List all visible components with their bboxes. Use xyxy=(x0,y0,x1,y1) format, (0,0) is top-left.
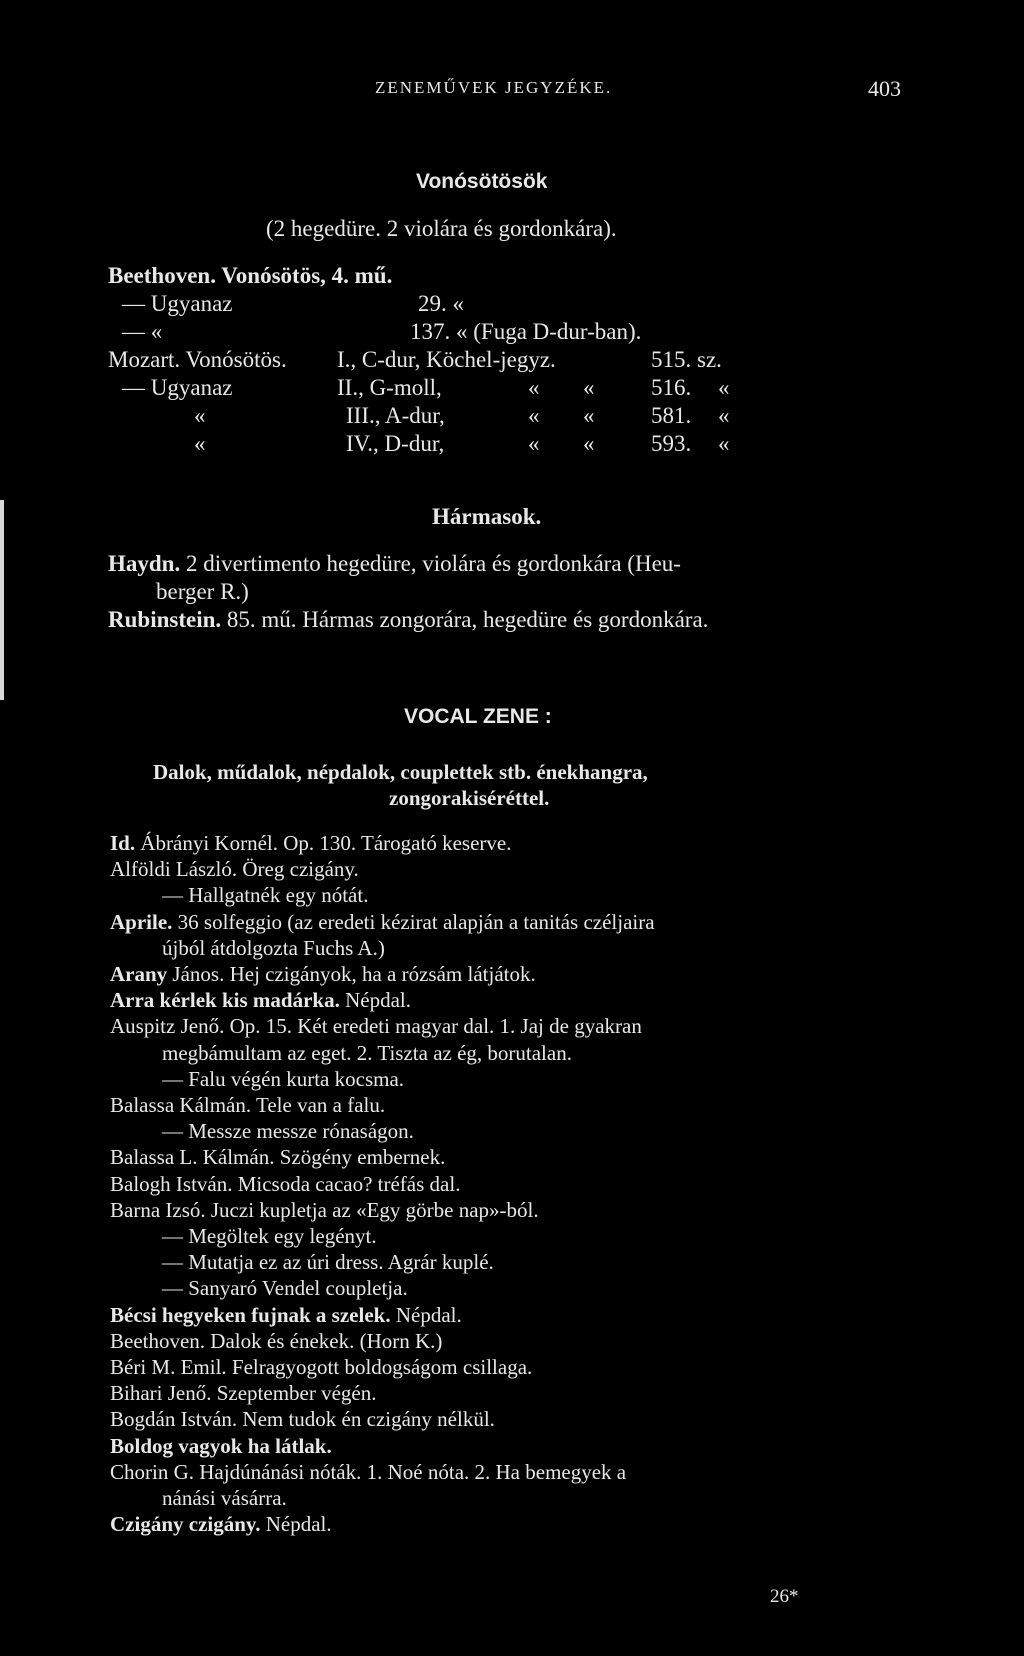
harmasok-haydn-line2: berger R.) xyxy=(156,579,249,604)
list-item: Alföldi László. Öreg czigány. xyxy=(110,857,359,882)
list-item: Czigány czigány. Népdal. xyxy=(110,1512,332,1537)
list-item: Beethoven. Dalok és énekek. (Horn K.) xyxy=(110,1328,443,1353)
list-item: — Sanyaró Vendel coupletja. xyxy=(162,1276,408,1301)
list-item: « xyxy=(583,375,595,400)
list-item: « xyxy=(718,403,730,428)
list-item: « xyxy=(528,375,540,400)
list-item: « xyxy=(194,403,206,428)
list-item: Bogdán István. Nem tudok én czigány nélkül. xyxy=(110,1407,495,1432)
harmasok-rubinstein: Rubinstein. 85. mű. Hármas zongorára, hegedüre és gordonkára. xyxy=(108,607,709,632)
list-item: III., A-dur, xyxy=(346,403,445,428)
list-item: Bihari Jenő. Szeptember végén. xyxy=(110,1381,377,1406)
section-heading-harmasok: Hármasok. xyxy=(432,504,542,529)
list-item: « xyxy=(528,403,540,428)
list-item: 29. « xyxy=(418,291,464,316)
list-item: Balassa L. Kálmán. Szögény embernek. xyxy=(110,1145,446,1170)
list-item: « xyxy=(583,403,595,428)
list-item: — Ugyanaz xyxy=(122,291,233,316)
list-item: Beethoven. Vonósötös, 4. mű. xyxy=(108,263,393,288)
list-item: I., C-dur, Köchel-jegyz. xyxy=(337,347,556,372)
list-item: — Ugyanaz xyxy=(122,375,233,400)
page-number: 403 xyxy=(868,76,901,101)
list-item: 137. « (Fuga D-dur-ban). xyxy=(410,319,642,344)
list-item: Béri M. Emil. Felragyogott boldogságom csillaga. xyxy=(110,1355,533,1379)
list-item: « xyxy=(194,431,206,456)
list-item: 515. sz. xyxy=(651,347,722,372)
list-item: újból átdolgozta Fuchs A.) xyxy=(162,935,385,960)
section-subtitle-vonosotosok: (2 hegedüre. 2 violára és gordonkára). xyxy=(266,216,617,241)
list-item: Auspitz Jenő. Op. 15. Két eredeti magyar dal. 1. Jaj de gyakran xyxy=(110,1014,642,1039)
section-heading-vonosotosok: Vonósötösök xyxy=(416,170,548,193)
list-item: — Megöltek egy legényt. xyxy=(162,1224,377,1248)
list-item: Mozart. Vonósötös. xyxy=(108,347,287,372)
list-item: « xyxy=(583,431,595,456)
list-item: « xyxy=(718,431,730,456)
list-item: megbámultam az eget. 2. Tiszta az ég, borutalan. xyxy=(162,1040,572,1065)
list-item: Chorin G. Hajdúnánási nóták. 1. Noé nóta. 2. Ha bemegyek a xyxy=(110,1459,627,1484)
vocal-subtitle-line2: zongorakiséréttel. xyxy=(389,786,550,810)
section-heading-vocal: VOCAL ZENE : xyxy=(404,705,552,728)
list-item: — « xyxy=(122,319,163,344)
list-item: Aprile. 36 solfeggio (az eredeti kézirat alapján a tanitás czéljaira xyxy=(110,909,655,934)
list-item: — Mutatja ez az úri dress. Agrár kuplé. xyxy=(162,1250,494,1275)
list-item: Balogh István. Micsoda cacao? tréfás dal. xyxy=(110,1171,461,1196)
list-item: — Messze messze rónaságon. xyxy=(162,1119,414,1144)
list-item: IV., D-dur, xyxy=(346,431,445,456)
list-item: II., G-moll, xyxy=(337,375,442,400)
list-item: — Hallgatnék egy nótát. xyxy=(162,883,369,908)
list-item: 593. xyxy=(651,431,692,456)
harmasok-haydn-line1: Haydn. 2 divertimento hegedüre, violára és gordonkára (Heu- xyxy=(108,551,681,576)
list-item: — Falu végén kurta kocsma. xyxy=(162,1066,405,1091)
list-item: Bécsi hegyeken fujnak a szelek. Népdal. xyxy=(110,1302,462,1327)
page-edge-mark xyxy=(0,500,4,700)
list-item: « xyxy=(528,431,540,456)
list-item: Arra kérlek kis madárka. Népdal. xyxy=(110,988,411,1013)
list-item: Balassa Kálmán. Tele van a falu. xyxy=(110,1093,386,1117)
list-item: 516. xyxy=(651,375,692,400)
signature-mark: 26* xyxy=(770,1586,799,1607)
list-item: Barna Izsó. Juczi kupletja az «Egy görbe nap»-ból. xyxy=(110,1197,539,1222)
vocal-subtitle-line1: Dalok, műdalok, népdalok, couplettek stb. énekhangra, xyxy=(153,760,648,784)
list-item: Arany János. Hej czigányok, ha a rózsám látjátok. xyxy=(110,962,536,986)
list-item: nánási vásárra. xyxy=(162,1486,287,1510)
running-title: ZENEMŰVEK JEGYZÉKE. xyxy=(375,78,613,97)
list-item: Boldog vagyok ha látlak. xyxy=(110,1433,332,1458)
list-item: Id. Ábrányi Kornél. Op. 130. Tárogató keserve. xyxy=(110,831,512,855)
list-item: « xyxy=(718,375,730,400)
list-item: 581. xyxy=(651,403,692,428)
